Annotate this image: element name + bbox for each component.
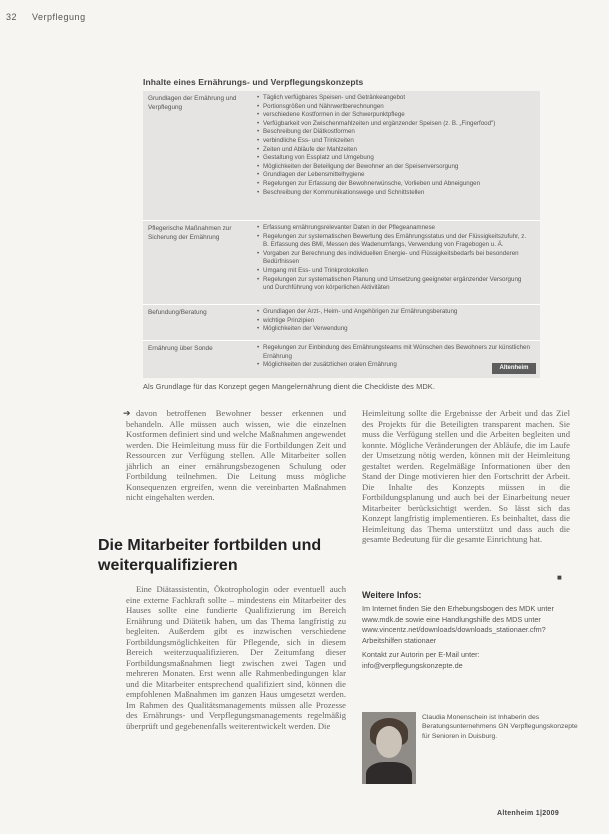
page-footer: Altenheim 1|2009 [497,810,560,817]
right-column-body [362,408,570,545]
end-mark-icon: ■ [557,573,562,582]
list-item: • verschiedene Kostformen in der Schwerpunktpflege [257,111,533,120]
row-label: Grundlagen der Ernährung und Verpflegung [148,95,237,111]
paragraph: Eine Diätassistentin, Ökotrophologin oder eventuell auch eine externe Fachkraft sollte – mindestens ein Mitarbeiter des Hauses sollte eine fundierte Qualifizierung im Bereich Ernährung und Diätetik haben, um das Thema langfristig zu begleiten. Außerdem gibt es inzwischen verschiedene Fortbildungsmöglichkeiten für Pflegende, sich in diesem Bereich weiterzuqualifizieren. Der Zeitumfang dieser Fortbildungsmaßnahmen liegt zwischen zwei Tagen und mehreren Monaten. Erst wenn alle Rahmenbedingungen klar und die Mitarbeiter entsprechend qualifiziert sind, können die empfohlenen Maßnahmen im ganzen Haus umgesetzt werden. Im Rahmen des Qualitätsmanagements müssen alle Prozesse des Ernährungs- und Verpflegungsmanagements regelmäßig überprüft und gegebenenfalls weiterentwickelt werden. Die [126,584,346,731]
list-item: • Vorgaben zur Berechnung des individuellen Energie- und Flüssigkeitsbedarfs bei besonderen Bedürfnissen [257,250,533,267]
section-name: Verpflegung [32,12,86,22]
list-item: • Verfügbarkeit von Zwischenmahlzeiten und ergänzender Speisen (z. B. „Fingerfood") [257,120,533,129]
list-item: • Möglichkeiten der Verwendung [257,325,533,334]
list-item: • Regelungen zur Einbindung des Ernährungsteams mit Wünschen des Bewohners zur künstlichen Ernährung [257,344,533,361]
list-item: • Regelungen zur Erfassung der Bewohnerwünsche, Vorlieben und Abneigungen [257,180,533,189]
list-item: • Möglichkeiten der Beteiligung der Bewohner an der Speisenversorgung [257,163,533,172]
arrow-icon: ➔ [123,408,131,418]
running-head [6,12,86,22]
row-label: Pflegerische Maßnahmen zur Sicherung der Ernährung [148,225,232,241]
left-column-intro [126,408,346,503]
list-item: • wichtige Prinzipien [257,317,533,326]
author-photo [362,712,416,784]
paragraph: davon betroffenen Bewohner besser erkennen und behandeln. Alle müssen auch wissen, wie die einzelnen Kostformen definiert sind und welche Maßnahmen angewendet werden. Die Heimleitung muss für die Fortbildungen Zeit und Ressourcen zur Verfügung stellen. Alle Mitarbeiter sollen jährlich an einer ernährungsbezogenen Schulung oder Fortbildung teilnehmen. Die Leitung muss mögliche Konsequenzen ergreifen, wenn die vereinbarten Maßnahmen nicht eingehalten werden. [126,408,346,502]
more-info-box [362,604,582,676]
more-info-text: Im Internet finden Sie den Erhebungsbogen des MDK unter www.mdk.de sowie eine Handlungshilfe des MDS unter www.vincentz.net/downloads/downloads_stationaer.cfm?Arbeitshilfen stationaer [362,604,554,645]
list-item: • Grundlagen der Arzt-, Heim- und Angehörigen zur Ernährungsberatung [257,308,533,317]
list-item: • verbindliche Ess- und Trinkzeiten [257,137,533,146]
paragraph: Heimleitung sollte die Ergebnisse der Arbeit und das Ziel des Projekts für die Beteiligten transparent machen. Sie muss die Verfügung stellen und die Arbeiten begleiten und konnte. Mögliche Veränderungen der Abläufe, die im Laufe der Umsetzung nötig werden, können mit der Heimleitung gestaltet werden. Regelmäßige Informationen über den Stand der Dinge motivieren hier den Fortschritt der Arbeit. Die Inhalte des Konzepts müssen in die Fortbildungsplanung und auch bei der Einarbeitung neuer Mitarbeiter berücksichtigt werden. So lässt sich das Konzept langfristig implementieren. Es beinhaltet, dass die Heimleitung das Thema unterstützt und dass auch die gesamte Bedeutung für die gesamte Einrichtung hat. [362,408,570,544]
row-label: Befundung/Beratung [148,309,207,316]
list-item: • Möglichkeiten der zusätzlichen oralen Ernährung [257,361,533,370]
magazine-badge: Altenheim [492,363,536,374]
list-item: • Gestaltung von Essplatz und Umgebung [257,154,533,163]
row-items [257,224,533,293]
author-bio: Claudia Monenschein ist Inhaberin des Beratungsunternehmens GN Verpflegungskonzepte für Senioren in Duisburg. [422,714,578,740]
list-item: • Täglich verfügbares Speisen- und Getränkeangebot [257,94,533,103]
contact-text: Kontakt zur Autorin per E-Mail unter: info@verpflegungskonzepte.de [362,650,480,670]
table-caption: Als Grundlage für das Konzept gegen Mangelernährung dient die Checkliste des MDK. [143,382,435,391]
table-row [143,305,540,341]
table-title: Inhalte eines Ernährungs- und Verpflegungskonzepts [143,77,364,87]
list-item: • Beschreibung der Diätkostformen [257,128,533,137]
page-number: 32 [6,12,18,22]
list-item: • Grundlagen der Lebensmittelhygiene [257,171,533,180]
table-row [143,341,540,378]
more-info-title: Weitere Infos: [362,590,422,600]
list-item: • Portionsgrößen und Nährwertberechnungen [257,103,533,112]
list-item: • Zeiten und Abläufe der Mahlzeiten [257,146,533,155]
table-row [143,91,540,221]
list-item: • Regelungen zur systematischen Bewertung des Ernährungsstatus und der Flüssigkeitszufuhr, z. B. Erfassung des BMI, Messen des Wadenumfangs, Verwendung von Fragebogen u. Ä. [257,233,533,250]
list-item: • Beschreibung der Kommunikationswege und Schnittstellen [257,189,533,198]
row-items [257,94,533,197]
list-item: • Erfassung ernährungsrelevanter Daten in der Pflegeanamnese [257,224,533,233]
table-row [143,221,540,305]
left-column-body [126,584,346,731]
row-label: Ernährung über Sonde [148,345,213,352]
concept-table [143,91,540,378]
row-items [257,308,533,334]
list-item: • Umgang mit Ess- und Trinkprotokollen [257,267,533,276]
section-heading: Die Mitarbeiter fortbilden und weiterqualifizieren [98,537,322,574]
list-item: • Regelungen zur systematischen Planung und Umsetzung geeigneter ergänzender Versorgung und Durchführung von körperlichen Aktivitäten [257,276,533,293]
